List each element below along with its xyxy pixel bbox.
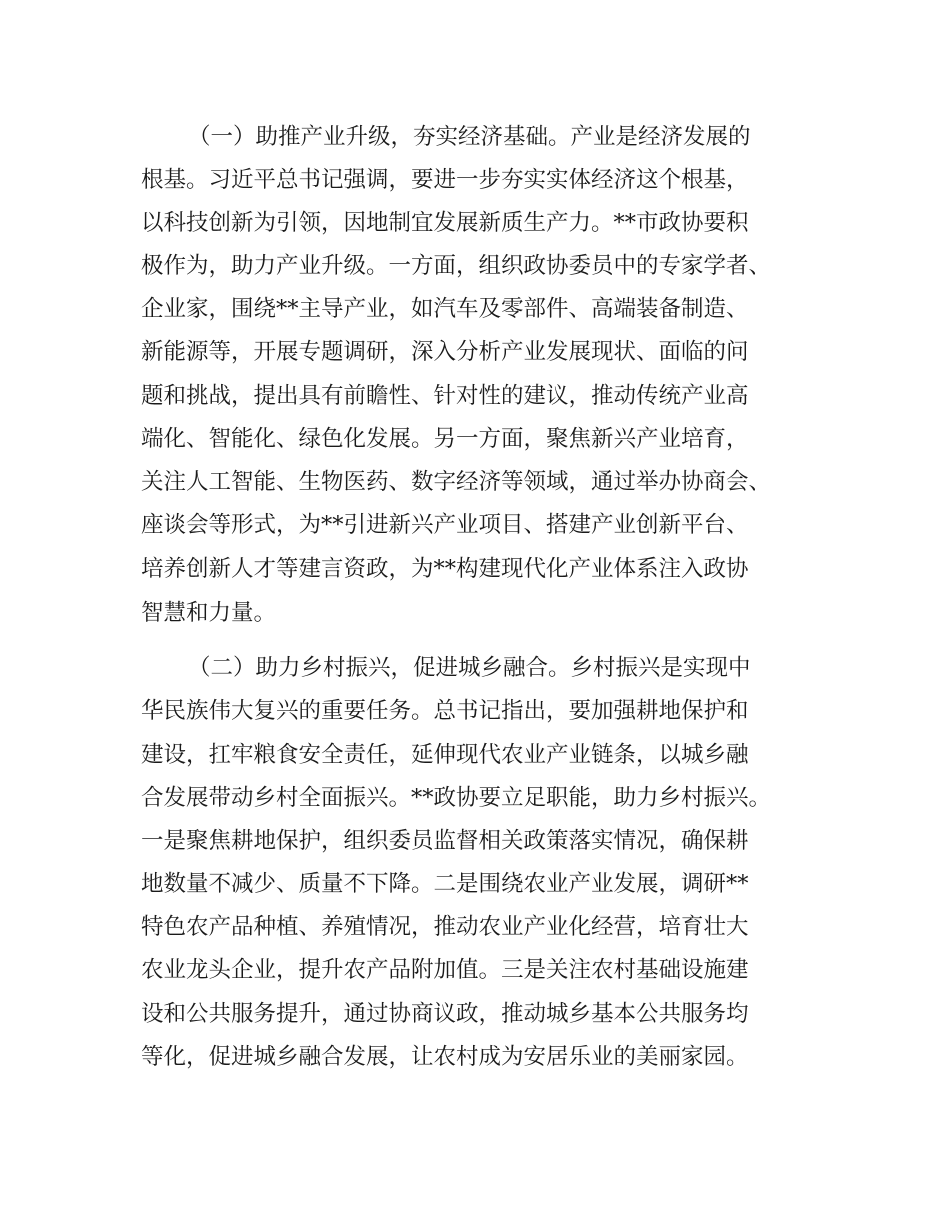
text-line: 特色农产品种植、养殖情况，推动农业产业化经营，培育壮大 [141,914,749,940]
text-line: 端化、智能化、绿色化发展。另一方面，聚焦新兴产业培育， [141,426,749,452]
text-line: 座谈会等形式，为**引进新兴产业项目、搭建产业创新平台、 [141,512,749,538]
text-line: 设和公共服务提升，通过协商议政，推动城乡基本公共服务均 [141,1001,749,1027]
text-line: 企业家，围绕**主导产业，如汽车及零部件、高端装备制造、 [141,296,749,322]
text-line: 关注人工智能、生物医药、数字经济等领域，通过举办协商会、 [141,469,772,495]
text-line: 以科技创新为引领，因地制宜发展新质生产力。**市政协要积 [141,210,749,236]
text-line: 根基。习近平总书记强调，要进一步夯实实体经济这个根基， [141,167,749,193]
text-line: 智慧和力量。 [141,600,277,626]
text-line: 建设，扛牢粮食安全责任，延伸现代农业产业链条，以城乡融 [141,742,749,768]
text-line: 极作为，助力产业升级。一方面，组织政协委员中的专家学者、 [141,253,772,279]
text-line: （一）助推产业升级，夯实经济基础。产业是经济发展的 [188,124,751,150]
text-line: 合发展带动乡村全面振兴。**政协要立足职能，助力乡村振兴。 [141,785,772,811]
text-line: 培养创新人才等建言资政，为**构建现代化产业体系注入政协 [141,556,749,582]
text-line: 地数量不减少、质量不下降。二是围绕农业产业发展，调研** [141,871,749,897]
text-line: 农业龙头企业，提升农产品附加值。三是关注农村基础设施建 [141,957,749,983]
text-line: 新能源等，开展专题调研，深入分析产业发展现状、面临的问 [141,339,749,365]
text-line: 一是聚焦耕地保护，组织委员监督相关政策落实情况，确保耕 [141,828,749,854]
text-line: 题和挑战，提出具有前瞻性、针对性的建议，推动传统产业高 [141,383,749,409]
text-line: 等化，促进城乡融合发展，让农村成为安居乐业的美丽家园。 [141,1044,749,1070]
text-line: 华民族伟大复兴的重要任务。总书记指出，要加强耕地保护和 [141,698,749,724]
text-line: （二）助力乡村振兴，促进城乡融合。乡村振兴是实现中 [188,655,751,681]
